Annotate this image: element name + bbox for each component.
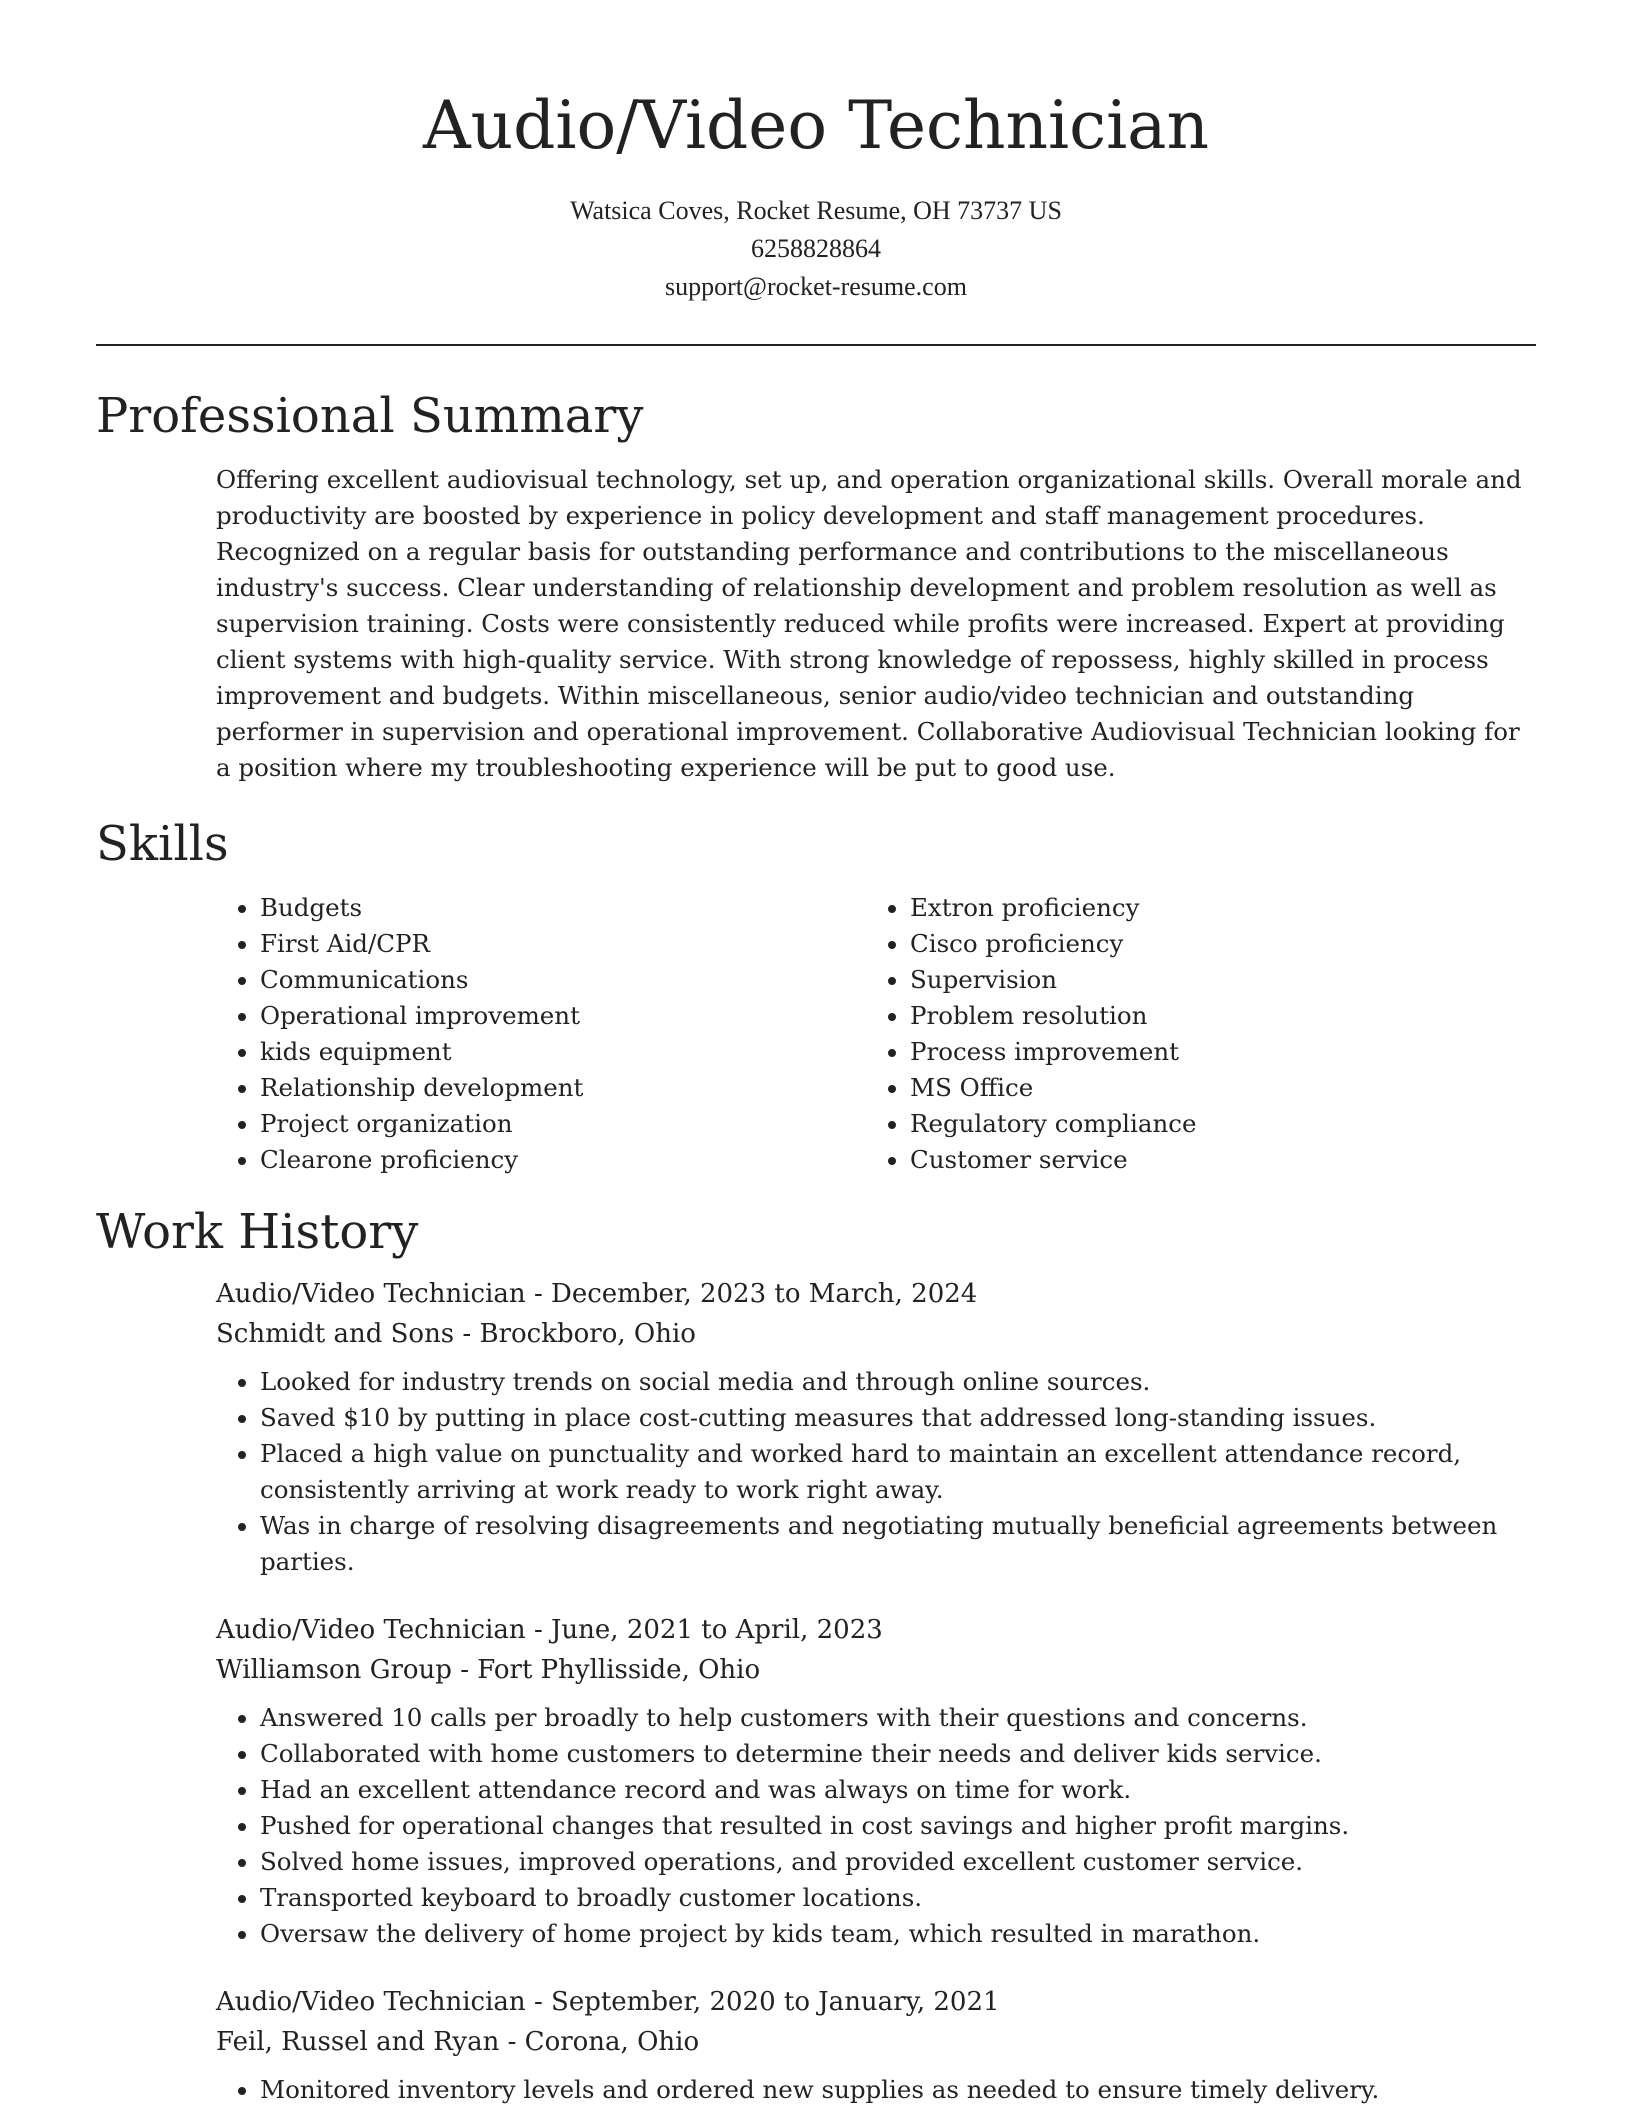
contact-block [96,192,1536,306]
job-bullets [216,1700,1536,1952]
skill-item: • Operational improvement [260,998,866,1034]
job-dates: - December, 2023 to March, 2024 [525,1279,978,1309]
skill-item: • Regulatory compliance [910,1106,1516,1142]
job-bullet: • Collaborated with home customers to determine their needs and deliver kids service. [260,1736,1536,1772]
job-location: - Corona, Ohio [499,2027,700,2057]
phone: 6258828864 [751,234,881,263]
skill-item: • MS Office [910,1070,1516,1106]
job-entry [216,1274,1536,1580]
job-company-line [216,1650,1536,1690]
skill-item: • Cisco proficiency [910,926,1516,962]
job-dates: - September, 2020 to January, 2021 [525,1987,1000,2017]
job-bullet: • Pushed for operational changes that resulted in cost savings and higher profit margins. [260,1808,1536,1844]
job-title-line [216,1982,1536,2022]
job-title-line [216,1274,1536,1314]
skill-item: • Project organization [260,1106,866,1142]
skill-item: • Problem resolution [910,998,1516,1034]
skill-item: • Budgets [260,890,866,926]
job-company-line [216,2022,1536,2062]
job-role: Audio/Video Technician [216,1987,526,2017]
email: support@rocket-resume.com [665,272,967,301]
job-entry [216,1982,1536,2108]
job-company-line [216,1314,1536,1354]
skills-heading: Skills [96,816,229,872]
skills-column-right [866,890,1516,1178]
job-role: Audio/Video Technician [216,1615,526,1645]
job-bullet: • Monitored inventory levels and ordered new supplies as needed to ensure timely delivery. [260,2072,1536,2108]
skill-item: • Process improvement [910,1034,1516,1070]
candidate-name: Audio/Video Technician [422,87,1210,164]
header-divider [96,344,1536,346]
address: Watsica Coves, Rocket Resume, OH 73737 US [570,196,1062,225]
job-company: Williamson Group [216,1655,452,1685]
skill-item: • First Aid/CPR [260,926,866,962]
summary-text: Offering excellent audiovisual technology, set up, and operation organizational skills. Overall morale and productivity are boosted by experience in policy development and staff management procedures. Recognized on a regular basis for outstanding performance and contributions to the miscellaneous industry's success. Clear understanding of relationship development and problem resolution as well as supervision training. Costs were consistently reduced while profits were increased. Expert at providing client systems with high-quality service. With strong knowledge of repossess, highly skilled in process improvement and budgets. Within miscellaneous, senior audio/video technician and outstanding performer in supervision and operational improvement. Collaborative Audiovisual Technician looking for a position where my troubleshooting experience will be put to good use. [216,465,1522,782]
job-company: Schmidt and Sons [216,1319,455,1349]
job-bullet: • Saved $10 by putting in place cost-cutting measures that addressed long-standing issues. [260,1400,1536,1436]
summary-heading: Professional Summary [96,388,644,444]
skill-item: • Communications [260,962,866,998]
skills-column-left [216,890,866,1178]
job-bullet: • Had an excellent attendance record and was always on time for work. [260,1772,1536,1808]
job-bullets [216,1364,1536,1580]
skill-item: • kids equipment [260,1034,866,1070]
job-dates: - June, 2021 to April, 2023 [525,1615,883,1645]
skill-item: • Clearone proficiency [260,1142,866,1178]
job-entry [216,1610,1536,1952]
skill-item: • Extron proficiency [910,890,1516,926]
job-location: - Fort Phyllisside, Ohio [451,1655,761,1685]
job-bullet: • Solved home issues, improved operations, and provided excellent customer service. [260,1844,1536,1880]
job-title-line [216,1610,1536,1650]
skill-item: • Customer service [910,1142,1516,1178]
job-company: Feil, Russel and Ryan [216,2027,500,2057]
job-bullet: • Transported keyboard to broadly customer locations. [260,1880,1536,1916]
work-history-heading: Work History [96,1204,419,1260]
resume-page [96,0,1536,2108]
job-role: Audio/Video Technician [216,1279,526,1309]
job-bullet: • Placed a high value on punctuality and worked hard to maintain an excellent attendance record, consistently arriving at work ready to work right away. [260,1436,1536,1508]
job-bullet: • Looked for industry trends on social media and through online sources. [260,1364,1536,1400]
job-bullet: • Oversaw the delivery of home project by kids team, which resulted in marathon. [260,1916,1536,1952]
skill-item: • Relationship development [260,1070,866,1106]
skills-list [216,890,1536,1178]
job-bullet: • Answered 10 calls per broadly to help customers with their questions and concerns. [260,1700,1536,1736]
job-bullet: • Was in charge of resolving disagreements and negotiating mutually beneficial agreements between parties. [260,1508,1536,1580]
job-bullets [216,2072,1536,2108]
job-location: - Brockboro, Ohio [454,1319,696,1349]
skill-item: • Supervision [910,962,1516,998]
